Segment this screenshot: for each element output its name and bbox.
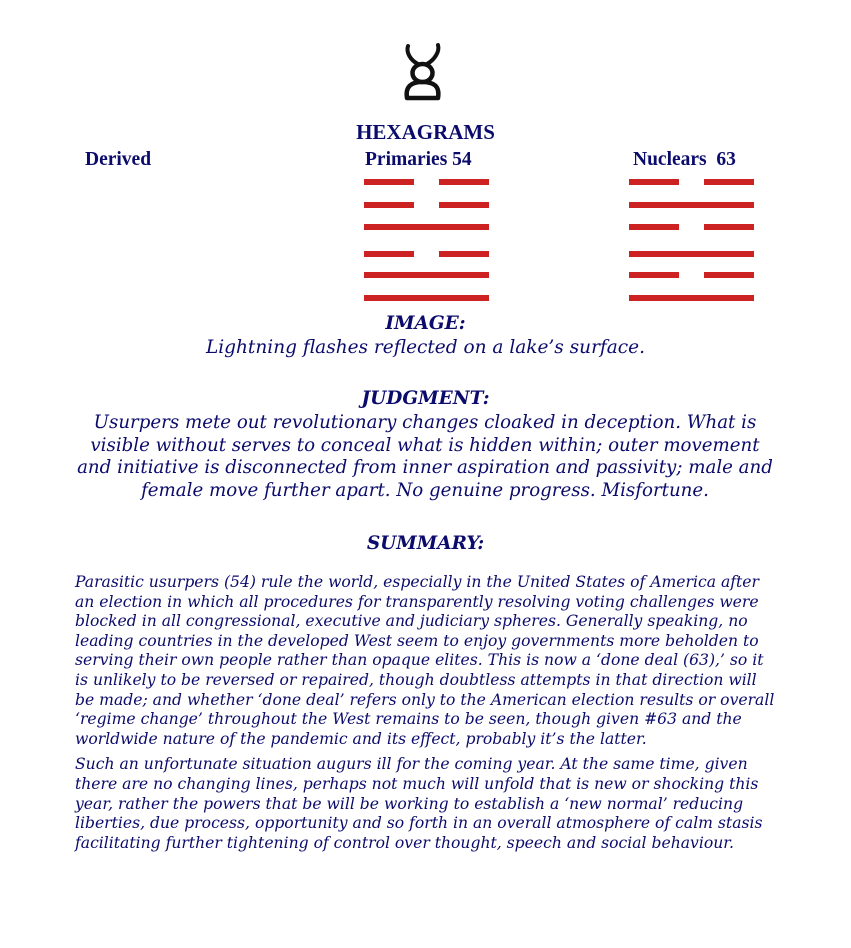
nuclears-label: Nuclears 63	[633, 149, 736, 170]
hexagram-line-yin	[629, 224, 754, 230]
hexagram-line-segment	[439, 179, 489, 185]
hexagram-line-segment	[629, 251, 754, 257]
derived-label: Derived	[85, 149, 152, 170]
hexagram-line-segment	[364, 272, 489, 278]
hexagram-line-segment	[364, 202, 414, 208]
hexagram-line-yang	[364, 224, 489, 230]
image-heading: IMAGE:	[385, 313, 466, 334]
primary-hexagram	[364, 179, 489, 301]
hexagram-line-yang	[629, 202, 754, 208]
ox-horns-pictograph-icon	[400, 42, 446, 102]
summary-body	[75, 573, 775, 859]
nuclear-hexagram	[629, 179, 754, 301]
hexagram-line-segment	[364, 224, 489, 230]
hexagram-line-yin	[629, 179, 754, 185]
summary-paragraph: Parasitic usurpers (54) rule the world, especially in the United States of America after an election in which all procedures for transparently resolving voting challenges were blocked in all congressional, executive and judiciary spheres. Generally speaking, no leading countries in the developed West seem to enjoy governments more beholden to serving their own people rather than opaque elites. This is now a ‘done deal (63),’ so it is unlikely to be reversed or repaired, though doubtless attempts in that direction will be made; and whether ‘done deal’ refers only to the American election results or overall ‘regime change’ throughout the West remains to be seen, though given #63 and the worldwide nature of the pandemic and its effect, probably it’s the latter.	[75, 573, 775, 748]
hexagram-line-segment	[364, 179, 414, 185]
hexagram-line-yin	[364, 202, 489, 208]
hexagram-line-segment	[439, 202, 489, 208]
hexagram-line-yang	[364, 272, 489, 278]
hexagram-line-segment	[364, 251, 414, 257]
hexagram-line-segment	[704, 224, 754, 230]
primaries-label: Primaries 54	[365, 149, 472, 170]
hexagram-line-yin	[364, 179, 489, 185]
hexagram-line-yang	[629, 295, 754, 301]
hexagram-line-segment	[704, 272, 754, 278]
judgment-heading: JUDGMENT:	[361, 388, 490, 409]
hexagram-line-yang	[629, 251, 754, 257]
hexagram-line-yin	[364, 251, 489, 257]
page-title: HEXAGRAMS	[356, 120, 495, 144]
hexagram-line-segment	[439, 251, 489, 257]
hexagram-line-segment	[629, 224, 679, 230]
hexagram-line-yin	[629, 272, 754, 278]
hexagram-line-segment	[364, 295, 489, 301]
summary-paragraph: Such an unfortunate situation augurs ill for the coming year. At the same time, given there are no changing lines, perhaps not much will unfold that is new or shocking this year, rather the powers that be will be working to establish a ‘new normal’ reducing liberties, due process, opportunity and so forth in an overall atmosphere of calm stasis facilitating further tightening of control over thought, speech and social behaviour.	[75, 755, 763, 852]
hexagram-line-segment	[629, 179, 679, 185]
hexagram-line-segment	[629, 295, 754, 301]
hexagram-line-yang	[364, 295, 489, 301]
judgment-text: Usurpers mete out revolutionary changes cloaked in deception. What is visible without serves to conceal what is hidden within; outer movement and initiative is disconnected from inner aspiration and passivity; male and female move further apart. No genuine progress. Misfortune.	[77, 412, 773, 502]
image-text: Lightning flashes reflected on a lake’s surface.	[205, 337, 646, 358]
hexagram-line-segment	[704, 179, 754, 185]
summary-heading: SUMMARY:	[366, 533, 485, 554]
hexagram-line-segment	[629, 272, 679, 278]
hexagram-line-segment	[629, 202, 754, 208]
